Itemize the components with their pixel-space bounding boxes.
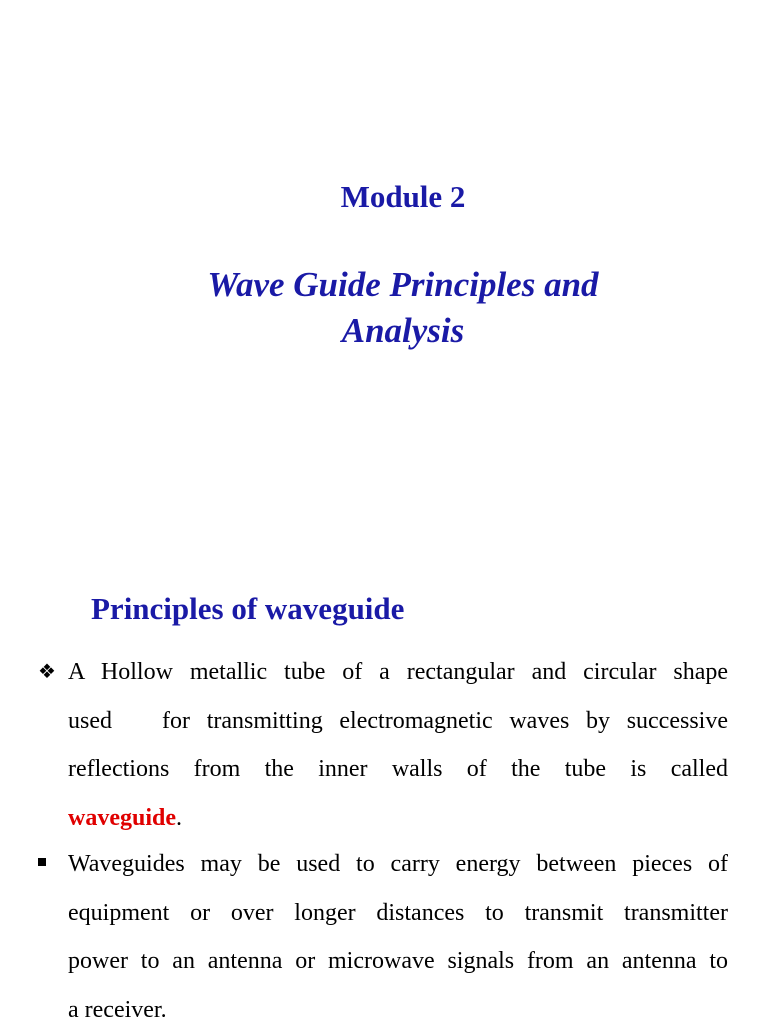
bullet-2-line-3: power to an antenna or microwave signals from an antenna to [68, 948, 728, 974]
bullet-2-line-4: a receiver. [68, 996, 167, 1023]
section-heading: Principles of waveguide [91, 591, 405, 626]
subtitle-line-2: Analysis [341, 311, 465, 350]
square-bullet-icon [38, 858, 46, 866]
bullet-1-line-2: used for transmitting electromagnetic waves by successive [68, 707, 728, 734]
bullet-1-period: . [176, 804, 182, 831]
diamond-bullet-icon: ❖ [38, 661, 56, 683]
bullet-1-line-3: reflections from the inner walls of the tube is called [68, 756, 728, 782]
bullet-2-line-1: Waveguides may be used to carry energy between pieces of [68, 851, 728, 877]
bullet-2-line-2: equipment or over longer distances to transmit transmitter [68, 899, 728, 926]
module-title: Module 2 [340, 179, 466, 214]
bullet-1-line-4 [68, 794, 728, 843]
bullet-paragraph-1 [68, 648, 728, 842]
bullet-1-line-1: A Hollow metallic tube of a rectangular and circular shape [68, 659, 728, 685]
bullet-paragraph-2 [68, 840, 728, 1024]
subtitle-line-1: Wave Guide Principles and [207, 265, 599, 304]
waveguide-highlight: waveguide [68, 804, 176, 831]
module-subtitle [0, 262, 768, 354]
